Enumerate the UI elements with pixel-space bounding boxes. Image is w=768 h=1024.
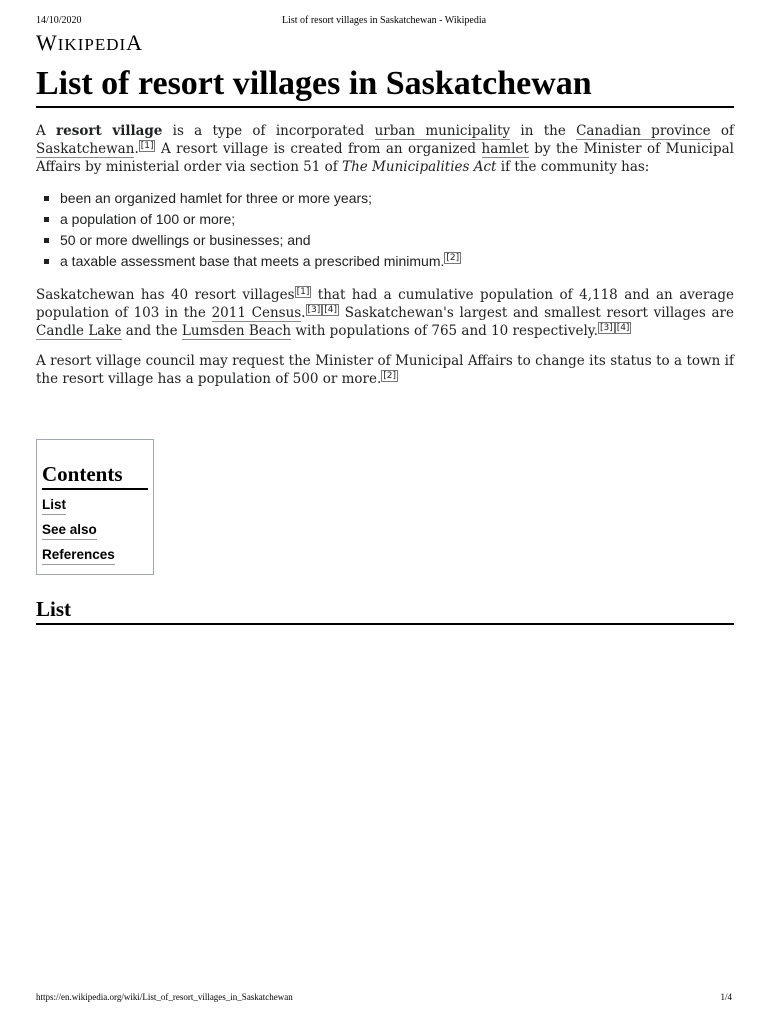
link-2011-census[interactable]: 2011 Census [211,305,302,321]
print-page-number: 1/4 [720,992,732,1002]
page-title: List of resort villages in Saskatchewan [36,62,734,108]
toc-item-references[interactable]: References [42,546,115,565]
wikipedia-wordmark[interactable] [36,30,143,56]
citation-ref[interactable]: [3] [599,322,613,333]
link-candle-lake[interactable]: Candle Lake [36,323,122,339]
text: by the Minister of Municipal Affairs by ministerial order via section 51 of [36,141,734,175]
text: A resort village council may request the Minister of Municipal Affairs to change its status to a town if the resort village has a population of 500 or more. [36,353,734,387]
link-hamlet[interactable]: hamlet [481,141,529,157]
text: with populations of 765 and 10 respectively. [291,323,598,339]
bullet-icon [44,238,49,243]
toc-title: Contents [42,462,148,490]
print-date: 14/10/2020 [36,15,82,26]
toc-item-see-also[interactable]: See also [42,521,97,540]
print-page-title: List of resort villages in Saskatchewan - Wikipedia [281,15,487,26]
term-bold: resort village [56,123,163,139]
list-item [36,209,734,230]
table-of-contents [36,439,154,575]
citation-ref[interactable]: [4] [324,304,337,315]
citation-ref[interactable]: [1] [140,140,154,151]
text: Saskatchewan's largest and smallest resort villages are [339,305,734,321]
text: . [134,141,139,157]
print-footer [36,992,732,1004]
section-heading-list: List [36,596,734,625]
text: in the [510,123,577,139]
status-paragraph [36,352,734,388]
print-url: https://en.wikipedia.org/wiki/List_of_resort_villages_in_Saskatchewan [36,992,293,1002]
wordmark-last: A [126,30,144,55]
citation-ref[interactable]: [2] [383,370,397,381]
toc-item-list[interactable]: List [42,496,66,515]
text: Saskatchewan has 40 resort villages [36,287,295,303]
text: A resort village is created from an organized [155,141,482,157]
text: . [301,305,306,321]
text: is a type of incorporated [162,123,375,139]
intro-paragraph [36,122,734,176]
list-item-text: a taxable assessment base that meets a prescribed minimum. [60,253,445,269]
citation-ref[interactable]: [3] [307,304,321,315]
list-item [36,230,734,251]
text: if the community has: [496,159,650,175]
citation-ref[interactable]: [4] [616,322,630,333]
list-item [36,251,734,272]
bullet-icon [44,259,49,264]
list-item-text: 50 or more dwellings or businesses; and [60,232,311,248]
wordmark-middle: IKIPEDI [57,35,127,54]
print-header [36,15,732,29]
link-canadian-province[interactable]: Canadian province [576,123,711,139]
article-body [36,122,734,400]
list-item [36,188,734,209]
text: of [710,123,735,139]
bullet-icon [44,196,49,201]
text: that had a cumulative population of 4,118 and an average population of 103 in the [36,287,734,321]
link-lumsden-beach[interactable]: Lumsden Beach [181,323,292,339]
population-paragraph [36,286,734,340]
bullet-icon [44,217,49,222]
link-urban-municipality[interactable]: urban municipality [374,123,511,139]
text: and the [121,323,182,339]
criteria-list [36,188,734,272]
text: A [36,123,57,139]
citation-ref[interactable]: [2] [446,253,460,264]
list-item-text: a population of 100 or more; [60,211,236,227]
wordmark-first: W [36,30,58,55]
list-item-text: been an organized hamlet for three or more years; [60,190,373,206]
link-saskatchewan[interactable]: Saskatchewan [36,141,135,157]
citation-ref[interactable]: [1] [296,286,310,297]
act-title: The Municipalities Act [342,159,497,175]
